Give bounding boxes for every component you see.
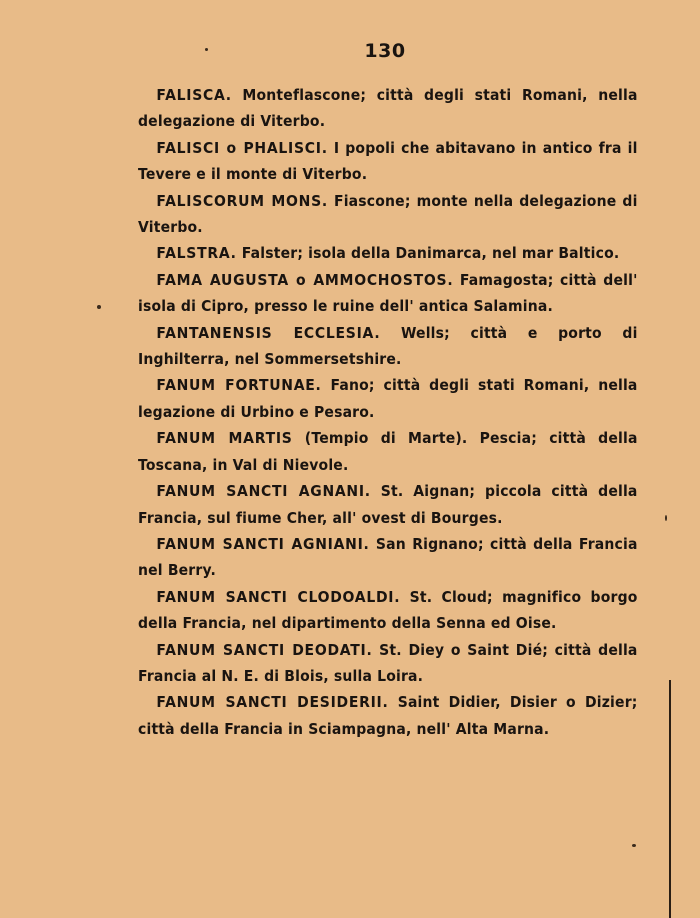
entry-text: (Tempio di Marte). Pescia; città della Toscana, in Val di Nievole.: [138, 429, 638, 474]
list-item: [138, 584, 638, 637]
list-item: [138, 267, 638, 320]
ink-speck: [205, 48, 208, 51]
ink-speck: [632, 844, 636, 847]
entry-headword: FANUM SANCTI DESIDERII.: [156, 693, 389, 712]
entry-text: Wells; città e porto di Inghilterra, nel Sommersetshire.: [138, 323, 638, 369]
list-item: [138, 637, 638, 690]
list-item: [138, 135, 638, 188]
entry-text: I popoli che abitavano in antico fra il Tevere e il monte di Viterbo.: [138, 138, 638, 184]
entry-headword: FAMA AUGUSTA o AMMOCHOSTOS.: [156, 270, 454, 289]
entry-text: St. Cloud; magnifico borgo della Francia, nel dipartimento della Senna ed Oise.: [138, 587, 638, 633]
list-item: [138, 478, 638, 531]
entry-list: [138, 82, 638, 742]
entry-text: Falster; isola della Danimarca, nel mar Baltico.: [241, 244, 620, 263]
entry-headword: FALSTRA.: [156, 244, 237, 263]
entry-headword: FALISCORUM MONS.: [156, 191, 328, 210]
list-item: [138, 531, 638, 584]
list-item: [138, 82, 638, 135]
entry-headword: FANUM SANCTI CLODOALDI.: [156, 587, 401, 606]
entry-headword: FALISCI o PHALISCI.: [156, 138, 328, 157]
entry-text: Famagosta; città dell' isola di Cipro, presso le ruine dell' antica Salamina.: [138, 270, 638, 316]
list-item: [138, 689, 638, 742]
entry-headword: FANUM FORTUNAE.: [156, 376, 322, 395]
entry-text: Monteflascone; città degli stati Romani, nella delegazione di Viterbo.: [138, 86, 638, 131]
page-edge-rule: [669, 680, 671, 918]
entry-text: Fano; città degli stati Romani, nella legazione di Urbino e Pesaro.: [138, 376, 638, 421]
entry-text: Saint Didier, Disier o Dizier; città della Francia in Sciampagna, nell' Alta Marna.: [138, 693, 638, 738]
page-number: 130: [364, 40, 406, 62]
entry-headword: FANUM MARTIS: [156, 429, 293, 448]
entry-headword: FANTANENSIS ECCLESIA.: [156, 323, 381, 342]
entry-headword: FANUM SANCTI AGNANI.: [156, 482, 371, 501]
list-item: [138, 188, 638, 241]
ink-speck: [97, 305, 101, 309]
ink-speck: [665, 515, 667, 521]
entry-text: St. Diey o Saint Dié; città della Francia al N. E. di Blois, sulla Loira.: [138, 640, 638, 685]
list-item: [138, 425, 638, 478]
list-item: [138, 240, 638, 266]
entry-headword: FANUM SANCTI AGNIANI.: [156, 534, 370, 553]
list-item: [138, 372, 638, 425]
entry-headword: FALISCA.: [156, 86, 232, 104]
entry-text: St. Aignan; piccola città della Francia, sul fiume Cher, all' ovest di Bourges.: [138, 482, 638, 527]
entry-text: Fiascone; monte nella delegazione di Viterbo.: [138, 191, 638, 237]
list-item: [138, 320, 638, 373]
entry-text: San Rignano; città della Francia nel Berry.: [138, 534, 638, 580]
entry-headword: FANUM SANCTI DEODATI.: [156, 640, 373, 659]
